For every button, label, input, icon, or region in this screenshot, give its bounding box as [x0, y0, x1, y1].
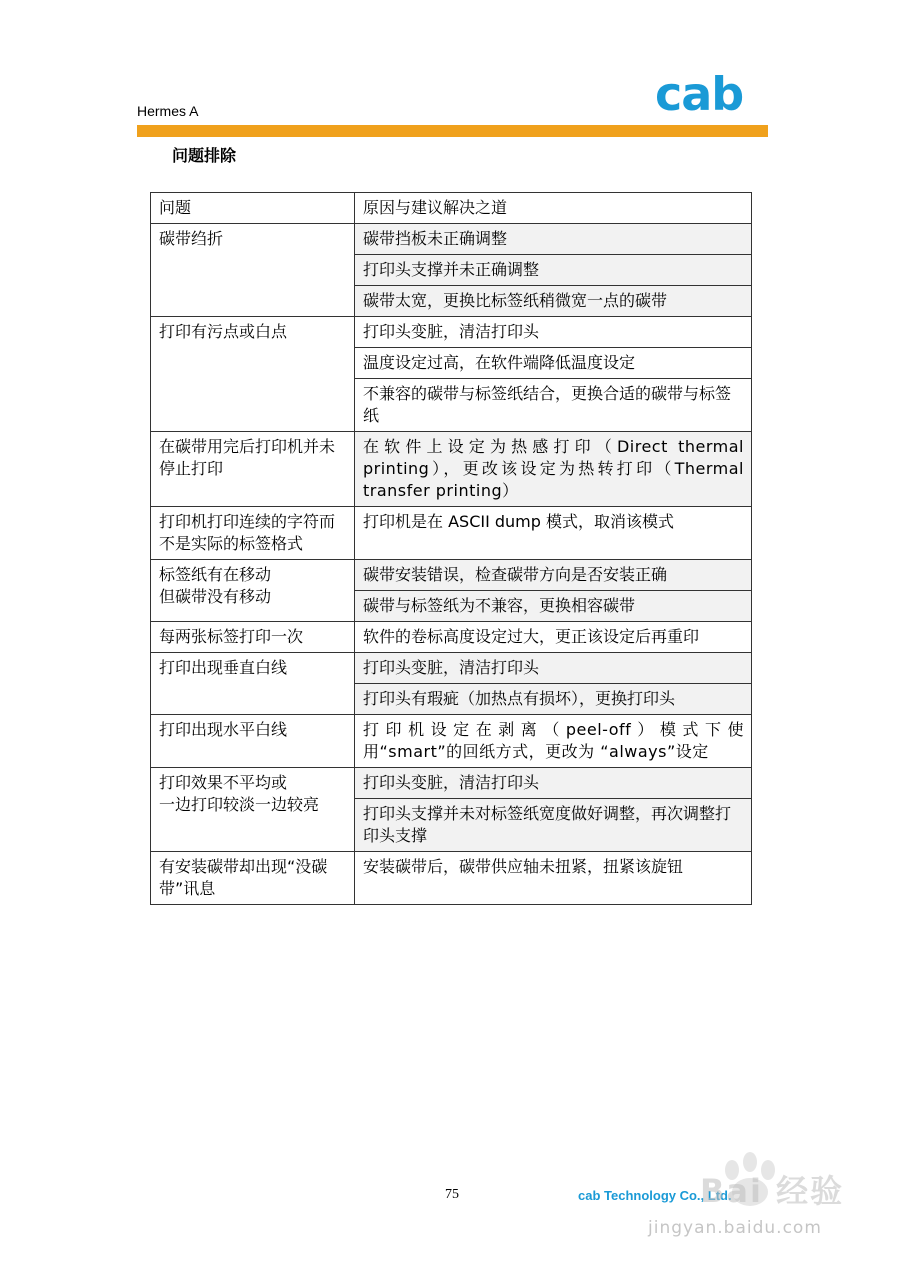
watermark-url: jingyan.baidu.com	[648, 1218, 822, 1238]
problem-text: 每两张标签打印一次	[159, 627, 304, 646]
problem-cell	[151, 653, 355, 715]
cause-cell: 软件的卷标高度设定过大，更正该设定后再重印	[355, 622, 752, 653]
cause-cell: 打印头变脏，清洁打印头	[355, 768, 752, 799]
header-title: Hermes A	[137, 103, 199, 119]
problem-cell	[151, 507, 355, 560]
problem-text: 一边打印较淡一边较亮	[159, 795, 320, 814]
table-row	[151, 852, 752, 905]
table-row	[151, 224, 752, 255]
table-row	[151, 432, 752, 507]
problem-cell	[151, 560, 355, 622]
cause-cell: 温度设定过高，在软件端降低温度设定	[355, 348, 752, 379]
company-name: cab Technology Co., Ltd.	[578, 1188, 732, 1203]
problem-cell	[151, 768, 355, 852]
table-row	[151, 507, 752, 560]
problem-text: 打印出现垂直白线	[159, 658, 288, 677]
problem-text: 但碳带没有移动	[159, 587, 272, 606]
table-row	[151, 715, 752, 768]
watermark-logo: Bai 经验	[700, 1172, 845, 1210]
cause-cell: 不兼容的碳带与标签纸结合，更换合适的碳带与标签纸	[355, 379, 752, 432]
problem-text: 标签纸有在移动	[159, 565, 272, 584]
table-row	[151, 768, 752, 799]
problem-text: 有安装碳带却出现“没碳带”讯息	[159, 857, 328, 898]
cause-cell: 碳带挡板未正确调整	[355, 224, 752, 255]
problem-text: 在碳带用完后打印机并未停止打印	[159, 437, 336, 478]
cause-cell: 打印头变脏，清洁打印头	[355, 317, 752, 348]
problem-text: 打印机打印连续的字符而不是实际的标签格式	[159, 512, 336, 553]
table-row	[151, 317, 752, 348]
cause-cell: 打印头支撑并未正确调整	[355, 255, 752, 286]
cause-cell: 安装碳带后，碳带供应轴未扭紧，扭紧该旋钮	[355, 852, 752, 905]
problem-cell	[151, 317, 355, 432]
problem-cell	[151, 224, 355, 317]
problem-text: 打印效果不平均或	[159, 773, 288, 792]
header-solution: 原因与建议解决之道	[355, 193, 752, 224]
cause-cell: 打印头支撑并未对标签纸宽度做好调整，再次调整打印头支撑	[355, 799, 752, 852]
troubleshooting-table	[150, 192, 752, 905]
header-divider	[137, 125, 768, 137]
cab-logo	[655, 75, 767, 115]
table-row	[151, 560, 752, 591]
table-header-row	[151, 193, 752, 224]
problem-cell	[151, 432, 355, 507]
problem-cell	[151, 622, 355, 653]
problem-cell	[151, 852, 355, 905]
cause-cell: 打印头有瑕疵（加热点有损坏），更换打印头	[355, 684, 752, 715]
cause-cell: 在软件上设定为热感打印（Direct thermal printing），更改该设定为热转打印（Thermal transfer printing）	[355, 432, 752, 507]
cab-logo-text: cab	[655, 75, 744, 115]
cause-cell: 碳带与标签纸为不兼容，更换相容碳带	[355, 591, 752, 622]
table-row	[151, 622, 752, 653]
cause-cell: 碳带太宽，更换比标签纸稍微宽一点的碳带	[355, 286, 752, 317]
section-title: 问题排除	[172, 146, 237, 165]
problem-text: 碳带绉折	[159, 229, 224, 248]
cause-cell: 打印机是在 ASCII dump 模式，取消该模式	[355, 507, 752, 560]
cause-cell: 打印机设定在剥离（peel-off）模式下使用“smart”的回纸方式，更改为 “always”设定	[355, 715, 752, 768]
problem-text: 打印出现水平白线	[159, 720, 288, 739]
cause-cell: 碳带安装错误，检查碳带方向是否安装正确	[355, 560, 752, 591]
problem-text: 打印有污点或白点	[159, 322, 288, 341]
problem-cell	[151, 715, 355, 768]
header-problem: 问题	[151, 193, 355, 224]
page-number: 75	[445, 1187, 459, 1202]
table-row	[151, 653, 752, 684]
cause-cell: 打印头变脏，清洁打印头	[355, 653, 752, 684]
